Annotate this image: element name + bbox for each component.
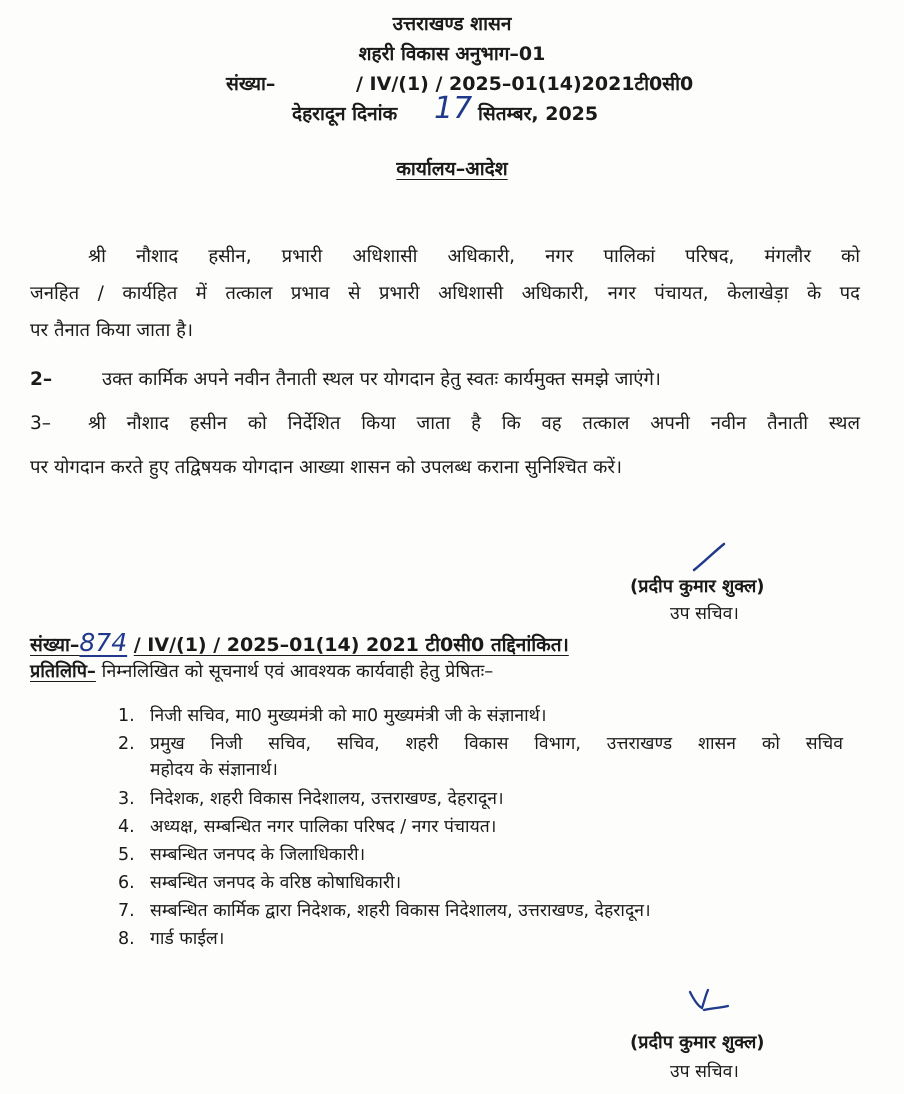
signatory-name-1: (प्रदीप कुमार शुक्ल) bbox=[630, 576, 765, 597]
section-heading: शहरी विकास अनुभाग–01 bbox=[358, 43, 546, 65]
list-item: 2. प्रमुख निजी सचिव, सचिव, शहरी विकास विभाग, उत्तराखण्ड शासन को सचिव महोदय के संज्ञानार्थ। bbox=[118, 734, 843, 780]
copy-reference-line bbox=[30, 628, 569, 657]
document-title-text: कार्यालय–आदेश bbox=[396, 158, 508, 180]
government-heading: उत्तराखण्ड शासन bbox=[392, 13, 512, 35]
signatory-name-2: (प्रदीप कुमार शुक्ल) bbox=[630, 1032, 765, 1053]
copy-handwritten-number: 874 bbox=[79, 628, 128, 657]
document-page: उत्तराखण्ड शासन शहरी विकास अनुभाग–01 संख्या– / IV/(1) / 2025–01(14)2021टी0सी0 देहरादून दिनांक 17 सितम्बर, 2025 कार्यालय–आदेश श्री नौशाद हसीन, प्रभारी अधिशासी अधिकारी, नगर पालिकां परिषद, मंगलौर को जनहित / कार्यहित में तत्काल प्रभाव से प्रभारी अधिशासी अधिकारी, नगर पंचायत, केलाखेड़ा के पद पर तैनात किया जाता है। 2– उक्त कार्मिक अपने नवीन तैनाती स्थल पर योगदान हेतु स्वतः कार्यमुक्त समझे जाएंगे। 3– श्री नौशाद हसीन को निर्देशित किया जाता है कि वह तत्काल अपनी नवीन तैनाती स्थल पर योगदान करते हुए तद्विषयक योगदान आख्या शासन को उपलब्ध कराना सुनिश्चित करें। (प्रदीप कुमार शुक्ल) उप सचिव। संख्या–874 / IV/(1) / 2025–01(14) 2021 टी0सी0 तद्दिनांकित। प्रतिलिपि– निम्नलिखित को सूचनार्थ एवं आवश्यक कार्यवाही हेतु प्रेषितः– 1. निजी सचिव, मा0 मुख्यमंत्री को मा0 मुख्यमंत्री जी के संज्ञानार्थ। 2. प्रमुख निजी सचिव, सचिव, शहरी विकास विभाग, उत्तराखण्ड शासन को सचिव महोदय के संज्ञानार्थ। 3. निदेशक, शहरी विकास निदेशालय, उत्तराखण्ड, देहरादून। 4. अध्यक्ष, सम्बन्धित नगर पालिका परिषद / नगर पंचायत। 5. सम्बन्धित जनपद के जिलाधिकारी। 6. सम्बन्धित जनपद के वरिष्ठ कोषाधिकारी। 7. सम्बन्धित कार्मिक द्वारा निदेशक, शहरी विकास निदेशालय, उत्तराखण्ड, देहरादून। 8. गार्ड फाईल। (प्रदीप कुमार शुक्ल) उप सचिव। bbox=[0, 0, 904, 1094]
signature-mark-1 bbox=[690, 540, 730, 574]
para1-line2: जनहित / कार्यहित में तत्काल प्रभाव से प्रभारी अधिशासी अधिकारी, नगर पंचायत, केलाखेड़ा के पद bbox=[30, 283, 860, 304]
para2-text: उक्त कार्मिक अपने नवीन तैनाती स्थल पर योगदान हेतु स्वतः कार्यमुक्त समझे जाएंगे। bbox=[102, 369, 661, 390]
date-suffix: सितम्बर, 2025 bbox=[478, 103, 599, 125]
copy-number-rest: / IV/(1) / 2025–01(14) 2021 टी0सी0 तद्दिनांकित। bbox=[133, 634, 569, 656]
copy-number-label: संख्या– bbox=[30, 634, 80, 656]
reference-number: / IV/(1) / 2025–01(14)2021टी0सी0 bbox=[356, 73, 694, 95]
copy-intro-line bbox=[30, 659, 493, 683]
date-prefix: देहरादून दिनांक bbox=[292, 103, 398, 125]
signatory-designation-2: उप सचिव। bbox=[670, 1062, 739, 1082]
para3-number: 3– bbox=[30, 413, 52, 434]
para1-line1: श्री नौशाद हसीन, प्रभारी अधिशासी अधिकारी, नगर पालिकां परिषद, मंगलौर को bbox=[88, 246, 860, 267]
signatory-designation-1: उप सचिव। bbox=[670, 604, 739, 624]
para2-number: 2– bbox=[30, 369, 53, 390]
copy-intro-text: निम्नलिखित को सूचनार्थ एवं आवश्यक कार्यवाही हेतु प्रेषितः– bbox=[101, 661, 494, 682]
copy-label: प्रतिलिपि– bbox=[30, 661, 96, 682]
document-title bbox=[0, 155, 904, 181]
para3-line1: श्री नौशाद हसीन को निर्देशित किया जाता है कि वह तत्काल अपनी नवीन तैनाती स्थल bbox=[88, 413, 860, 434]
para1-line3: पर तैनात किया जाता है। bbox=[30, 320, 193, 341]
handwritten-date: 17 bbox=[434, 91, 473, 126]
signature-mark-2 bbox=[684, 984, 732, 1020]
reference-number-label: संख्या– bbox=[226, 73, 276, 95]
para3-line2: पर योगदान करते हुए तद्विषयक योगदान आख्या शासन को उपलब्ध कराना सुनिश्चित करें। bbox=[30, 457, 622, 478]
